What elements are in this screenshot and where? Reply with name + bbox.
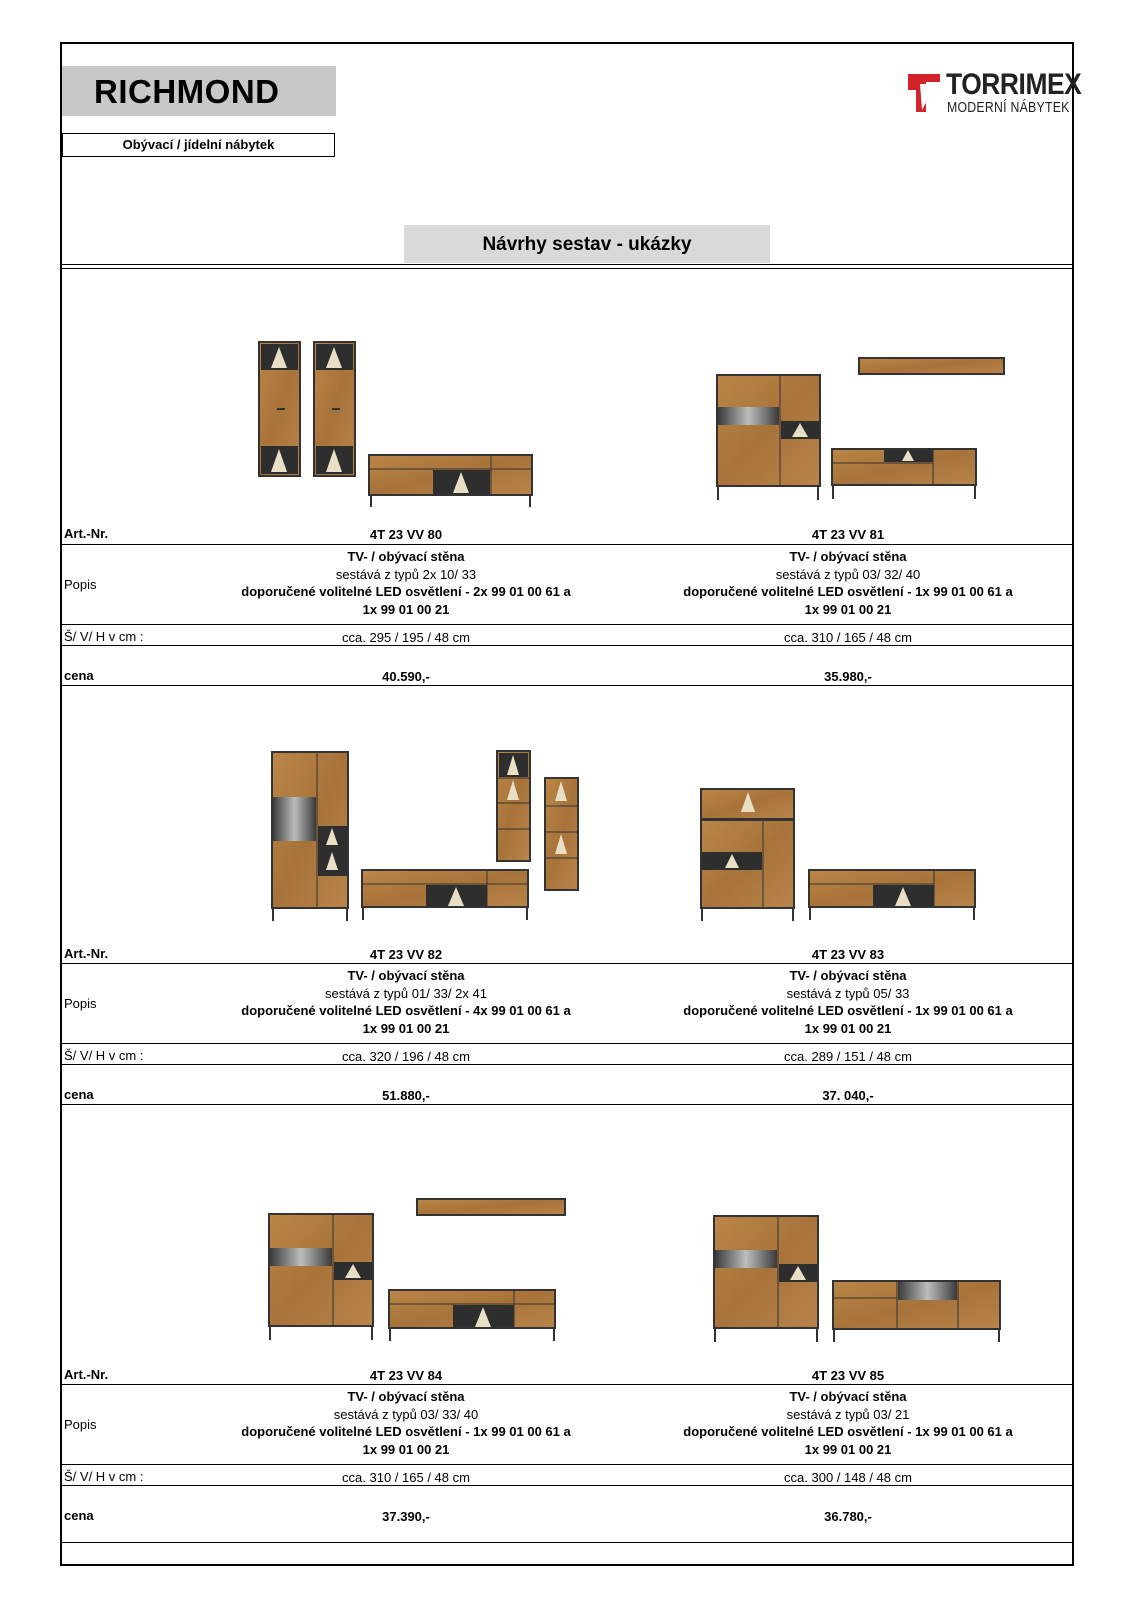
art-nr-label: Art.-Nr. bbox=[64, 1367, 109, 1382]
product-dims: cca. 320 / 196 / 48 cm bbox=[342, 1049, 470, 1064]
popis-label: Popis bbox=[64, 1417, 97, 1432]
art-nr-label: Art.-Nr. bbox=[64, 526, 109, 541]
desc-components: sestává z typů 2x 10/ 33 bbox=[335, 566, 477, 582]
desc-components: sestává z typů 03/ 33/ 40 bbox=[333, 1406, 479, 1422]
divider bbox=[62, 1384, 1072, 1385]
desc-led: doporučené volitelné LED osvětlení - 2x 99 01 00 61 a bbox=[241, 584, 571, 599]
divider bbox=[62, 1064, 1072, 1065]
furniture-vv80 bbox=[259, 342, 532, 507]
divider bbox=[62, 1542, 1072, 1543]
desc-type: TV- / obývací stěna bbox=[347, 1389, 465, 1404]
desc-led-extra: 1x 99 01 00 21 bbox=[362, 1441, 450, 1457]
desc-led-extra: 1x 99 01 00 21 bbox=[362, 601, 450, 617]
product-art-nr: 4T 23 VV 84 bbox=[369, 1368, 443, 1383]
product-price: 51.880,- bbox=[382, 1088, 430, 1103]
popis-label: Popis bbox=[64, 577, 97, 592]
desc-components: sestává z typů 03/ 21 bbox=[786, 1406, 910, 1422]
desc-type: TV- / obývací stěna bbox=[789, 968, 907, 983]
logo-tagline: MODERNÍ NÁBYTEK bbox=[947, 99, 1070, 116]
price-label: cena bbox=[64, 1508, 94, 1523]
divider bbox=[62, 645, 1072, 646]
desc-led: doporučené volitelné LED osvětlení - 1x 99 01 00 61 a bbox=[683, 1424, 1013, 1439]
product-art-nr: 4T 23 VV 81 bbox=[811, 527, 885, 542]
product-art-nr: 4T 23 VV 85 bbox=[811, 1368, 885, 1383]
section-title: Návrhy sestav - ukázky bbox=[404, 225, 770, 263]
furniture-vv84 bbox=[269, 1199, 565, 1341]
product-description bbox=[628, 1388, 1068, 1458]
divider bbox=[62, 963, 1072, 964]
product-art-nr: 4T 23 VV 83 bbox=[811, 947, 885, 962]
divider bbox=[62, 685, 1072, 686]
popis-label: Popis bbox=[64, 996, 97, 1011]
dims-label: Š/ V/ H v cm : bbox=[64, 1469, 144, 1484]
divider bbox=[62, 1485, 1072, 1486]
desc-led-extra: 1x 99 01 00 21 bbox=[362, 1020, 450, 1036]
product-art-nr: 4T 23 VV 80 bbox=[369, 527, 443, 542]
desc-type: TV- / obývací stěna bbox=[789, 1389, 907, 1404]
divider bbox=[62, 544, 1072, 545]
desc-led: doporučené volitelné LED osvětlení - 1x 99 01 00 61 a bbox=[683, 1003, 1013, 1018]
product-description bbox=[186, 967, 626, 1037]
price-label: cena bbox=[64, 1087, 94, 1102]
desc-components: sestává z typů 03/ 32/ 40 bbox=[775, 566, 921, 582]
furniture-vv81 bbox=[717, 358, 1004, 500]
product-price: 36.780,- bbox=[824, 1509, 872, 1524]
category-label: Obývací / jídelní nábytek bbox=[62, 133, 335, 157]
product-dims: cca. 300 / 148 / 48 cm bbox=[784, 1470, 912, 1485]
furniture-vv83 bbox=[701, 789, 975, 921]
product-price: 35.980,- bbox=[824, 669, 872, 684]
page-title: RICHMOND bbox=[94, 73, 280, 110]
product-description bbox=[186, 548, 626, 618]
art-nr-label: Art.-Nr. bbox=[64, 946, 109, 961]
price-label: cena bbox=[64, 668, 94, 683]
product-price: 37. 040,- bbox=[822, 1088, 874, 1103]
divider bbox=[62, 1043, 1072, 1044]
furniture-vv85 bbox=[714, 1216, 1000, 1342]
desc-led: doporučené volitelné LED osvětlení - 4x 99 01 00 61 a bbox=[241, 1003, 571, 1018]
product-description bbox=[186, 1388, 626, 1458]
desc-led: doporučené volitelné LED osvětlení - 1x 99 01 00 61 a bbox=[683, 584, 1013, 599]
product-description bbox=[628, 548, 1068, 618]
product-art-nr: 4T 23 VV 82 bbox=[369, 947, 443, 962]
dims-label: Š/ V/ H v cm : bbox=[64, 1048, 144, 1063]
desc-led-extra: 1x 99 01 00 21 bbox=[804, 1020, 892, 1036]
furniture-vv82 bbox=[272, 751, 578, 921]
product-dims: cca. 289 / 151 / 48 cm bbox=[784, 1049, 912, 1064]
divider bbox=[62, 624, 1072, 625]
product-dims: cca. 295 / 195 / 48 cm bbox=[342, 630, 470, 645]
desc-type: TV- / obývací stěna bbox=[789, 549, 907, 564]
desc-type: TV- / obývací stěna bbox=[347, 549, 465, 564]
desc-led-extra: 1x 99 01 00 21 bbox=[804, 601, 892, 617]
product-price: 37.390,- bbox=[382, 1509, 430, 1524]
desc-type: TV- / obývací stěna bbox=[347, 968, 465, 983]
dims-label: Š/ V/ H v cm : bbox=[64, 629, 144, 644]
desc-components: sestává z typů 05/ 33 bbox=[786, 985, 910, 1001]
product-description bbox=[628, 967, 1068, 1037]
divider bbox=[62, 1104, 1072, 1105]
product-price: 40.590,- bbox=[382, 669, 430, 684]
desc-led-extra: 1x 99 01 00 21 bbox=[804, 1441, 892, 1457]
desc-components: sestává z typů 01/ 33/ 2x 41 bbox=[325, 985, 487, 1001]
logo-brand: TORRIMEX bbox=[946, 68, 1082, 101]
desc-led: doporučené volitelné LED osvětlení - 1x 99 01 00 61 a bbox=[241, 1424, 571, 1439]
product-dims: cca. 310 / 165 / 48 cm bbox=[342, 1470, 470, 1485]
product-dims: cca. 310 / 165 / 48 cm bbox=[784, 630, 912, 645]
divider bbox=[62, 1464, 1072, 1465]
